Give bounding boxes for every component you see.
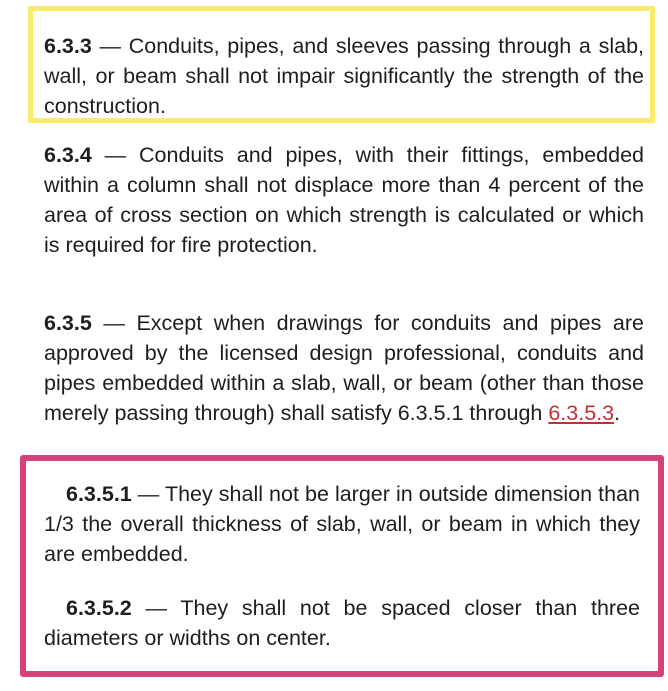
clause-number: 6.3.5.1 — [66, 482, 132, 506]
clause-dash: — — [91, 143, 140, 167]
clause-text: They shall not be larger in outside dimension than 1/3 the overall thickness of slab, wall, or beam in which they are embedded. — [44, 482, 640, 566]
clause-dash: — — [91, 34, 129, 58]
clause-6-3-3 — [44, 31, 644, 121]
clause-dash: — — [91, 311, 137, 335]
clause-dash: — — [131, 482, 165, 506]
clause-dash: — — [131, 596, 181, 620]
clause-text: Conduits and pipes, with their fittings, embedded within a column shall not displace more than 4 percent of the area of cross section on which strength is calculated or which is required for fire protection. — [44, 143, 644, 257]
clause-text: Except when drawings for conduits and pipes are approved by the licensed design professional, conduits and pipes embedded within a slab, wall, or beam (other than those merely passing through) shall satisfy 6.3.5.1 through — [44, 311, 644, 425]
clause-6-3-5 — [44, 308, 644, 428]
clause-6-3-4 — [44, 140, 644, 260]
clause-text: Conduits, pipes, and sleeves passing through a slab, wall, or beam shall not impair significantly the strength of the construction. — [44, 34, 644, 118]
clause-6-3-5-1 — [44, 479, 640, 569]
clause-number: 6.3.5 — [44, 311, 92, 335]
clause-number: 6.3.5.2 — [66, 596, 132, 620]
clause-link-6-3-5-3[interactable]: 6.3.5.3 — [548, 401, 615, 425]
clause-number: 6.3.3 — [44, 34, 92, 58]
clause-number: 6.3.4 — [44, 143, 92, 167]
clause-end: . — [614, 401, 621, 425]
clause-6-3-5-2 — [44, 593, 640, 653]
clause-text: They shall not be spaced closer than three diameters or widths on center. — [44, 596, 640, 650]
